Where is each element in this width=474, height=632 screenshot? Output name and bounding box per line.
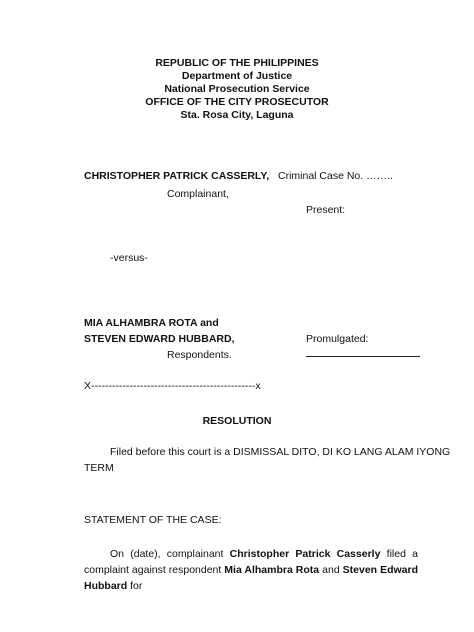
paragraph-1-line-1: Filed before this court is a DISMISSAL DITO, DI KO LANG ALAM IYONG — [110, 446, 451, 458]
header-department: Department of Justice — [181, 70, 293, 82]
header-service: National Prosecution Service — [164, 83, 310, 95]
para2-text-a: On (date), complainant — [110, 548, 230, 560]
complainant-name: CHRISTOPHER PATRICK CASSERLY, — [84, 170, 270, 182]
promulgated-label: Promulgated: — [306, 333, 369, 345]
para2-text-e: and — [319, 564, 343, 576]
criminal-case-no: Criminal Case No. …….. — [278, 170, 393, 182]
header-republic: REPUBLIC OF THE PHILIPPINES — [155, 57, 319, 69]
present-label: Present: — [306, 204, 346, 216]
resolution-title: RESOLUTION — [202, 415, 272, 427]
para2-text-c: filed a complaint against respondent — [84, 548, 418, 576]
paragraph-2 — [84, 546, 418, 594]
respondent-role: Respondents. — [167, 349, 232, 361]
header-office: OFFICE OF THE CITY PROSECUTOR — [145, 96, 329, 108]
para2-text-g: for — [127, 580, 143, 592]
para2-respondent-1: Mia Alhambra Rota — [224, 564, 320, 576]
versus-label: -versus- — [110, 252, 148, 264]
respondent-1: MIA ALHAMBRA ROTA and — [84, 317, 219, 329]
caption-separator: X-----------------------------------------------x — [84, 380, 261, 392]
complainant-role: Complainant, — [167, 188, 229, 200]
statement-heading: STATEMENT OF THE CASE: — [84, 514, 222, 526]
header-city: Sta. Rosa City, Laguna — [180, 109, 294, 121]
paragraph-1-line-2: TERM — [84, 462, 114, 474]
respondent-2: STEVEN EDWARD HUBBARD, — [84, 333, 235, 345]
promulgated-signature-line — [306, 356, 420, 357]
para2-respondent-2: Steven Edward Hubbard — [84, 564, 418, 592]
para2-complainant-name: Christopher Patrick Casserly — [229, 548, 381, 560]
